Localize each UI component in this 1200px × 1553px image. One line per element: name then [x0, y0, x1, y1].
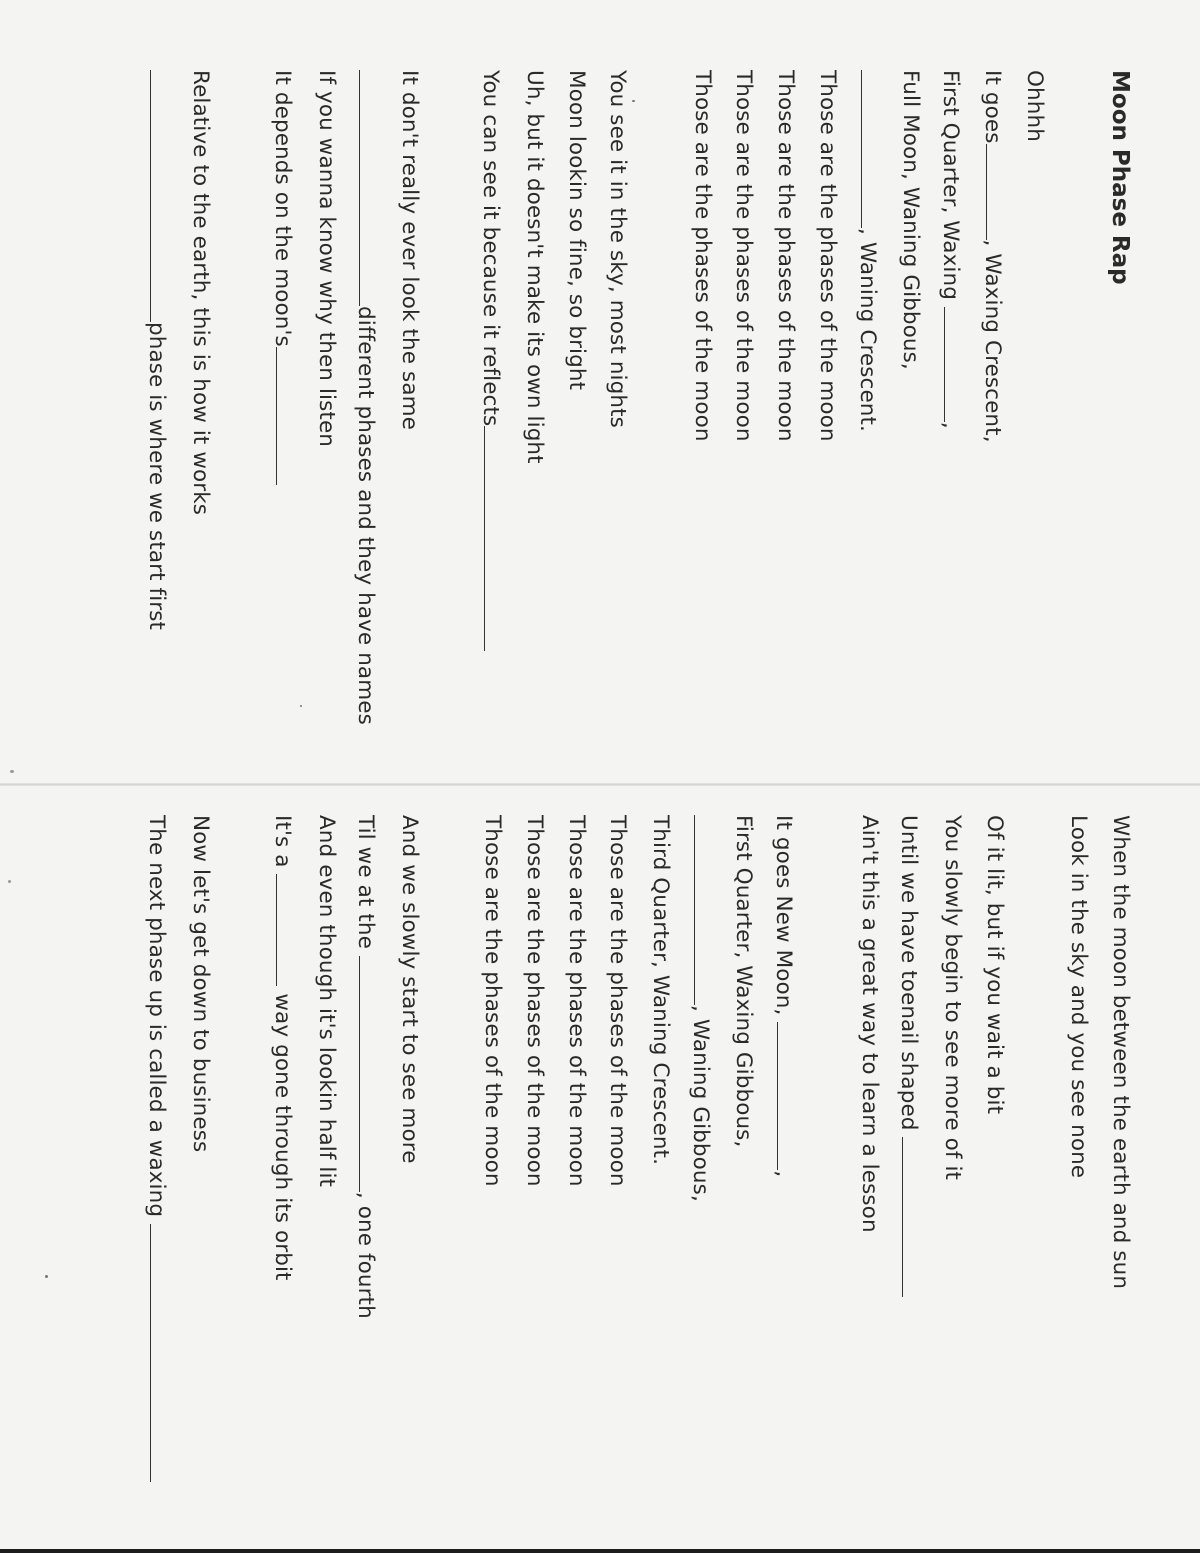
fill-in-blank[interactable]: [986, 144, 1007, 240]
scan-speck: [8, 880, 11, 883]
lyric-line: Those are the phases of the moon: [564, 815, 589, 1187]
lyric-line: First Quarter, Waxing Gibbous,: [731, 815, 756, 1148]
lyric-line: And we slowly start to see more: [397, 815, 422, 1164]
lyric-line: First Quarter, Waxing ,: [938, 70, 963, 429]
fill-in-blank[interactable]: [777, 1022, 798, 1170]
fill-in-blank[interactable]: [902, 1137, 923, 1297]
lyric-line: You see it in the sky, most nights: [605, 70, 630, 428]
scan-speck: [632, 100, 635, 102]
lyric-line: Those are the phases of the moon: [605, 815, 630, 1187]
lyric-line: Of it lit, but if you wait a bit: [982, 815, 1007, 1115]
lyric-line: Til we at the , one fourth: [353, 815, 378, 1319]
lyric-line: It don't really ever look the same: [397, 70, 422, 430]
lyric-line: Full Moon, Waning Gibbous,: [898, 70, 923, 370]
lyric-line: The next phase up is called a waxing: [143, 815, 171, 1482]
fill-in-blank[interactable]: [276, 347, 297, 485]
fill-in-blank[interactable]: [359, 956, 380, 1192]
lyric-line: Until we have toenail shaped: [895, 815, 923, 1297]
lyric-line: It depends on the moon's: [269, 70, 297, 485]
fill-in-blank[interactable]: [694, 815, 715, 1005]
lyric-line: Third Quarter, Waning Crescent.: [648, 815, 673, 1166]
fill-in-blank[interactable]: [150, 70, 171, 322]
lyric-line: It's a way gone through its orbit: [270, 815, 295, 1281]
lyric-line: Ain't this a great way to learn a lesson: [857, 815, 882, 1233]
lyric-line: Those are the phases of the moon: [690, 70, 715, 442]
page-title: Moon Phase Rap: [1107, 70, 1133, 285]
scan-speck: [300, 705, 302, 707]
lyric-line: Uh, but it doesn't make its own light: [522, 70, 547, 464]
lyric-line: Those are the phases of the moon: [815, 70, 840, 442]
fill-in-blank[interactable]: [150, 1224, 171, 1482]
lyric-line: , Waning Gibbous,: [687, 815, 715, 1202]
lyric-line: Those are the phases of the moon: [522, 815, 547, 1187]
scan-speck: [10, 770, 14, 773]
scan-edge: [0, 1549, 1200, 1553]
lyric-line: , Waning Crescent.: [854, 70, 882, 432]
lyric-line: Those are the phases of the moon: [731, 70, 756, 442]
fill-in-blank[interactable]: [861, 70, 882, 228]
fill-in-blank[interactable]: [944, 307, 965, 422]
fill-in-blank[interactable]: [359, 70, 380, 306]
lyric-line: Look in the sky and you see none: [1066, 815, 1091, 1179]
lyric-line: When the moon between the earth and sun: [1108, 815, 1133, 1290]
page-fold-line: [0, 783, 1200, 786]
lyric-line: Moon lookin so fine, so bright: [564, 70, 589, 391]
fill-in-blank[interactable]: [484, 426, 505, 651]
lyric-line: It goes, Waxing Crescent,: [980, 70, 1005, 443]
lyric-line: And even though it's lookin half lit: [314, 815, 339, 1188]
lyric-line: phase is where we start first: [143, 70, 171, 630]
fill-in-blank[interactable]: [276, 874, 297, 986]
lyric-line: You can see it because it reflects: [477, 70, 505, 651]
lyric-line: different phases and they have names: [352, 70, 380, 725]
lyric-line: Ohhhh: [1022, 70, 1047, 142]
lyric-line: You slowly begin to see more of it: [940, 815, 965, 1181]
lyric-line: Those are the phases of the moon: [773, 70, 798, 442]
lyric-line: Relative to the earth, this is how it works: [188, 70, 213, 516]
lyric-line: Those are the phases of the moon: [480, 815, 505, 1187]
scan-speck: [45, 1275, 48, 1278]
lyric-line: It goes New Moon, ,: [771, 815, 796, 1178]
lyric-line: If you wanna know why then listen: [314, 70, 339, 447]
lyric-line: Now let's get down to business: [188, 815, 213, 1153]
